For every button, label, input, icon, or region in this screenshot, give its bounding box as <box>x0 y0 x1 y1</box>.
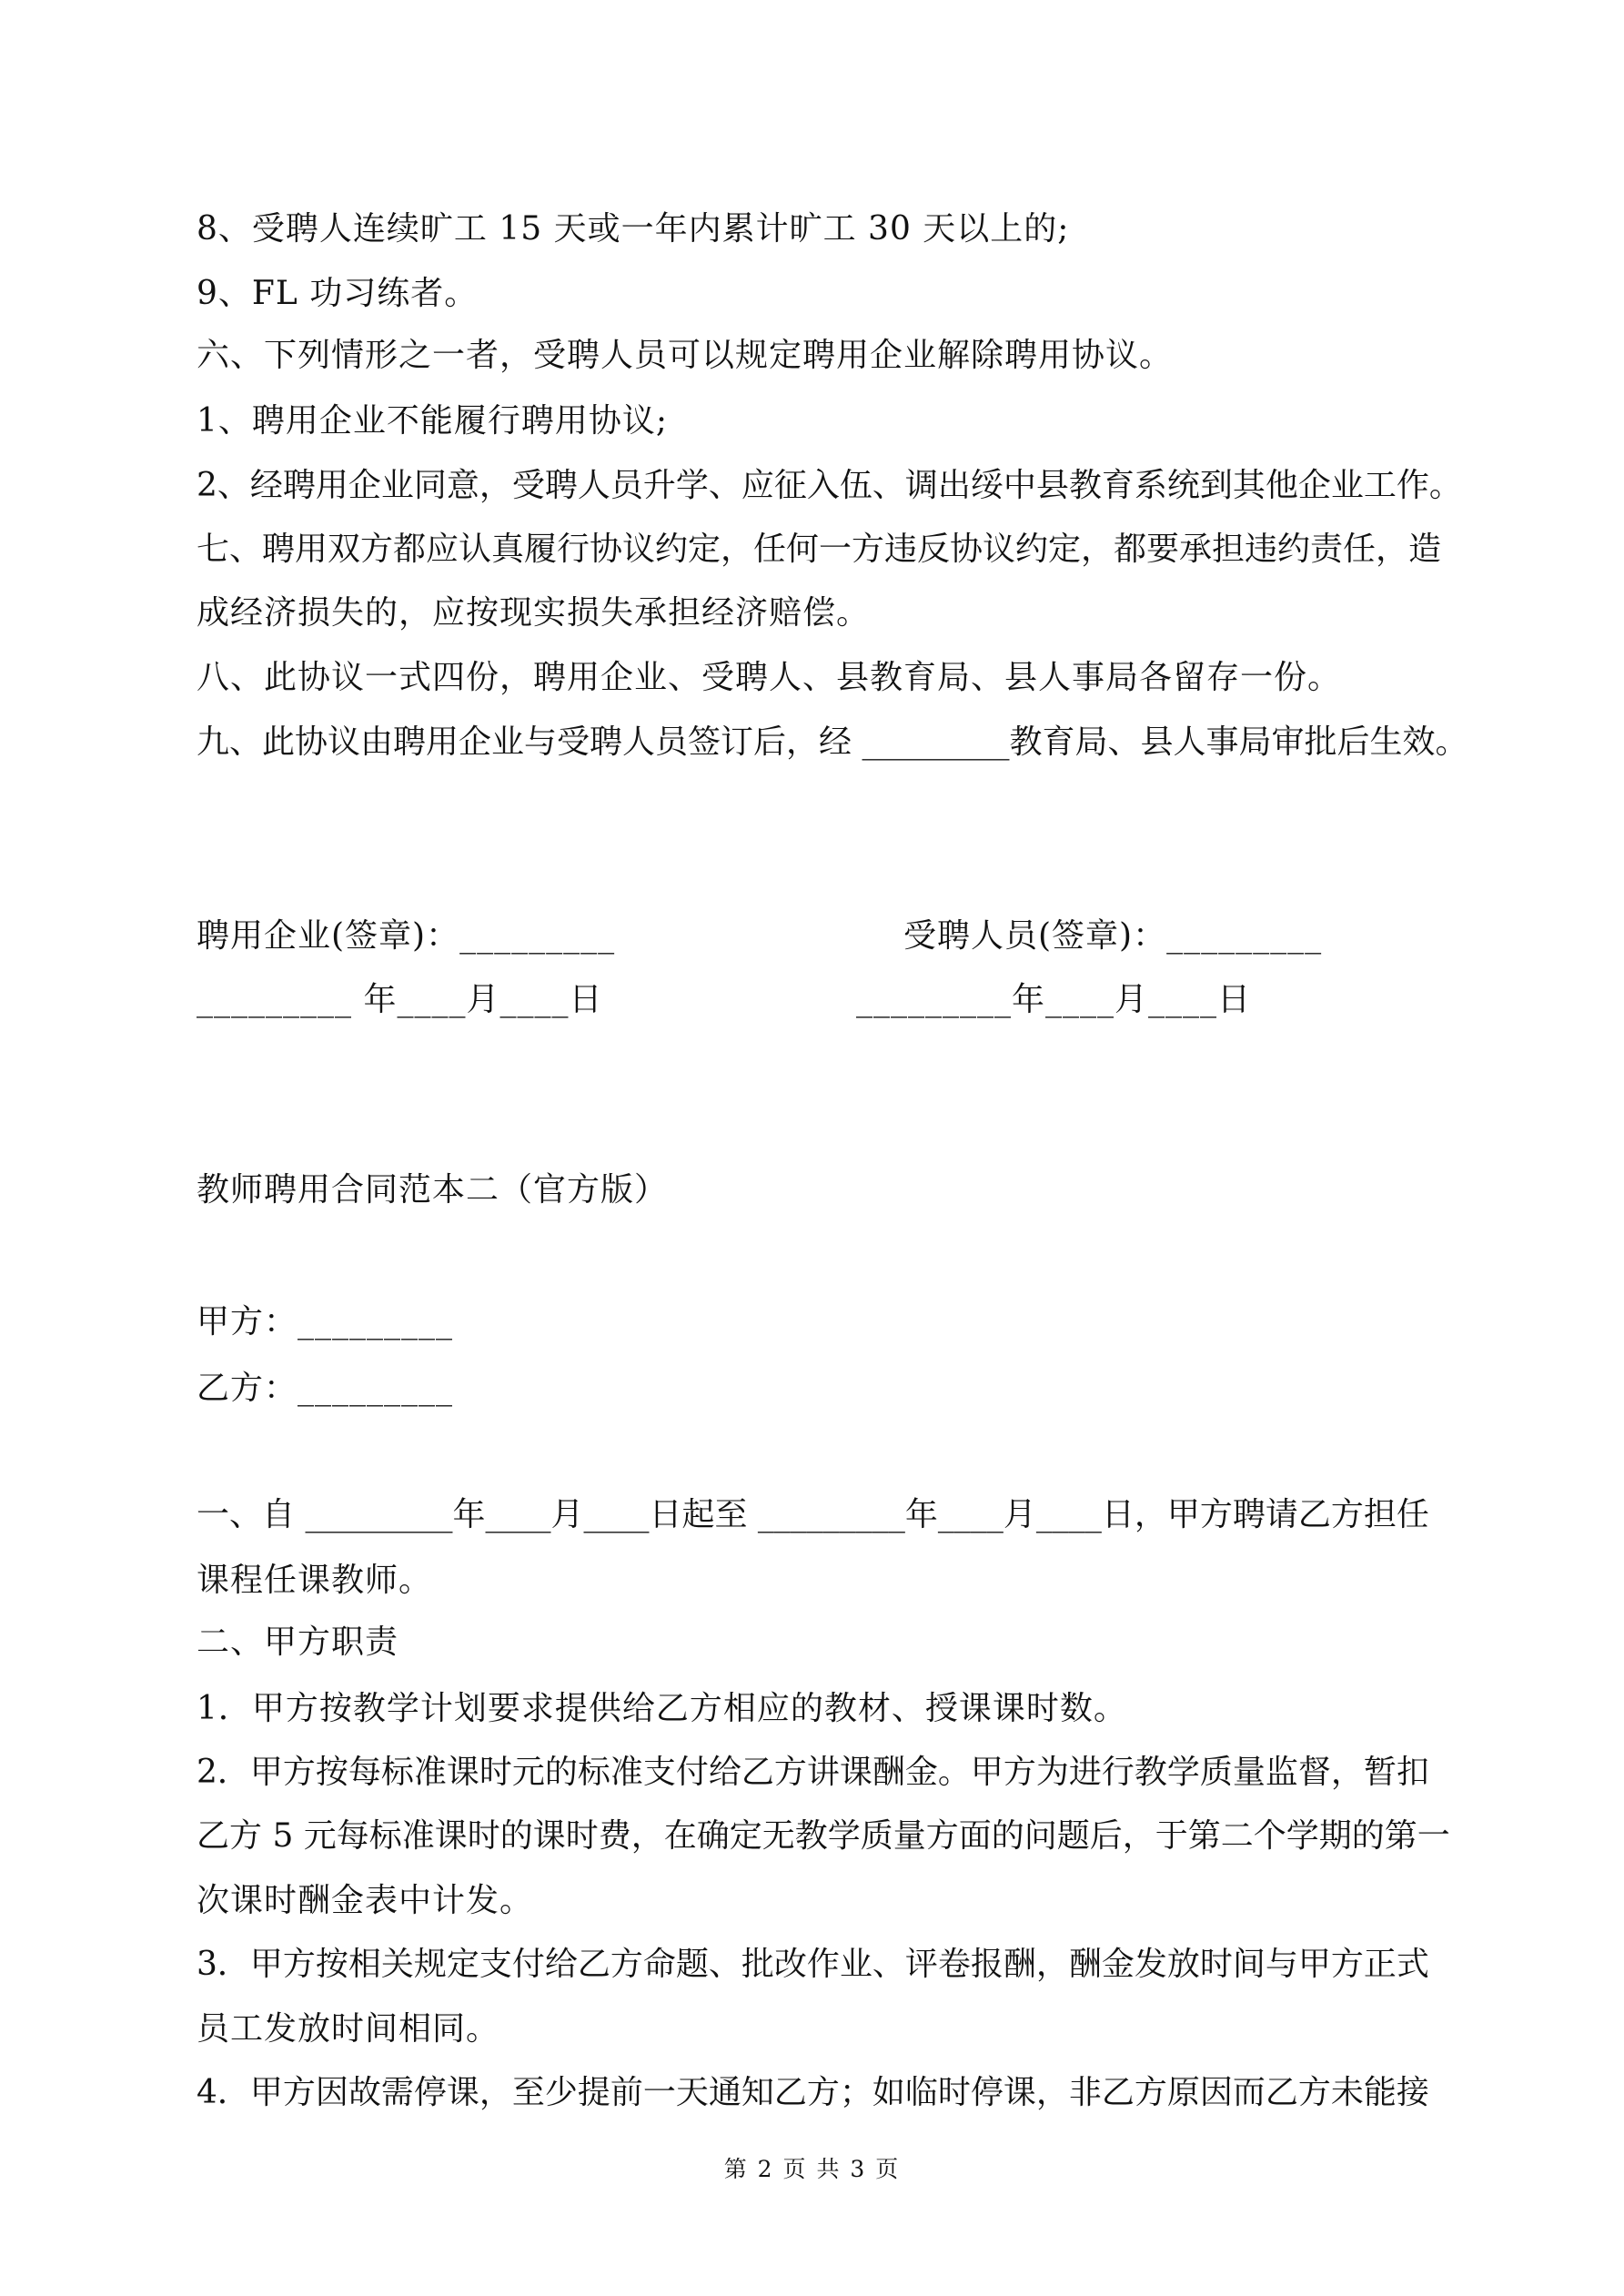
clause-eight: 八、此协议一式四份，聘用企业、受聘人、县教育局、县人事局各留存一份。 <box>197 659 1342 696</box>
section-title: 教师聘用合同范本二（官方版） <box>197 1171 669 1209</box>
party-a-duties-heading: 二、甲方职责 <box>197 1623 399 1661</box>
clause-seven: 七、聘用双方都应认真履行协议约定，任何一方违反协议约定，都要承担违约责任，造 <box>197 531 1442 568</box>
duty-4: 4．甲方因故需停课，至少提前一天通知乙方；如临时停课，非乙方原因而乙方未能接 <box>197 2074 1429 2111</box>
clause-nine: 九、此协议由聘用企业与受聘人员签订后，经 _________教育局、县人事局审批后生效。 <box>197 723 1468 761</box>
duty-2-cont: 乙方 5 元每标准课时的课时费，在确定无教学质量方面的问题后，于第二个学期的第一 <box>197 1817 1450 1855</box>
clause-8: 8、受聘人连续旷工 15 天或一年内累计旷工 30 天以上的; <box>197 210 1070 248</box>
duty-1: 1．甲方按教学计划要求提供给乙方相应的教材、授课课时数。 <box>197 1690 1127 1727</box>
duty-3-cont: 员工发放时间相同。 <box>197 2010 500 2048</box>
clause-six-2: 2、经聘用企业同意，受聘人员升学、应征入伍、调出绥中县教育系统到其他企业工作。 <box>197 467 1462 504</box>
clause-seven-cont: 成经济损失的，应按现实损失承担经济赔偿。 <box>197 594 871 632</box>
clause-six-1: 1、聘用企业不能履行聘用协议; <box>197 402 669 440</box>
party-a: 甲方：_________ <box>197 1303 454 1340</box>
clause-six: 六、下列情形之一者，受聘人员可以规定聘用企业解除聘用协议。 <box>197 337 1174 374</box>
employer-date: _________ 年____月____日 <box>197 981 603 1018</box>
term-clause: 一、自 _________年____月____日起至 _________年____月____日，甲方聘请乙方担任 <box>197 1496 1429 1533</box>
duty-2: 2．甲方按每标准课时元的标准支付给乙方讲课酬金。甲方为进行教学质量监督，暂扣 <box>197 1754 1429 1791</box>
clause-9: 9、FL 功习练者。 <box>197 275 479 312</box>
employee-date: _________年____月____日 <box>856 981 1251 1018</box>
employer-signature: 聘用企业(签章)：_________ <box>197 917 616 955</box>
party-b: 乙方：_________ <box>197 1370 454 1407</box>
employee-signature: 受聘人员(签章)：_________ <box>903 917 1323 955</box>
term-clause-cont: 课程任课教师。 <box>197 1562 433 1599</box>
page-footer: 第 2 页 共 3 页 <box>723 2156 901 2182</box>
duty-2-cont2: 次课时酬金表中计发。 <box>197 1882 534 1919</box>
duty-3: 3．甲方按相关规定支付给乙方命题、批改作业、评卷报酬，酬金发放时间与甲方正式 <box>197 1946 1429 1983</box>
